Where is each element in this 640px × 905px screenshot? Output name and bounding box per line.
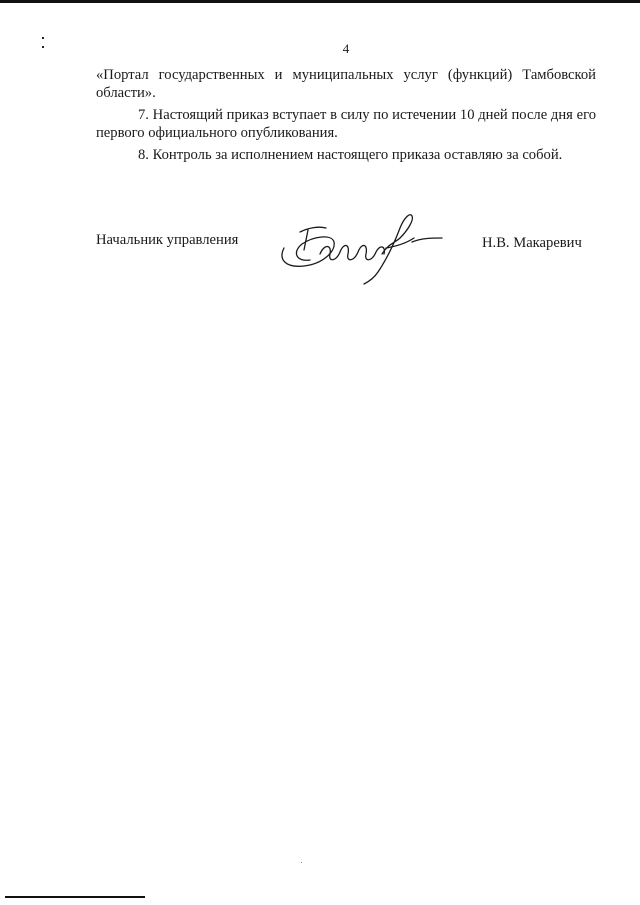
bottom-scan-border	[5, 896, 145, 898]
scan-mark	[42, 37, 44, 39]
document-body	[96, 66, 596, 168]
signature-block	[96, 226, 596, 296]
top-scan-border	[0, 0, 640, 3]
paragraph-item-7: 7. Настоящий приказ вступает в силу по истечении 10 дней после дня его первого официального опубликования.	[96, 107, 596, 141]
paragraph-continuation: «Портал государственных и муниципальных услуг (функций) Тамбовской области».	[96, 67, 596, 101]
signatory-position: Начальник управления	[96, 232, 239, 248]
handwritten-signature	[274, 208, 454, 286]
scan-mark	[301, 862, 302, 863]
signatory-name: Н.В. Макаревич	[482, 235, 582, 251]
page-number: 4	[342, 41, 350, 56]
paragraph-item-8: 8. Контроль за исполнением настоящего приказа оставляю за собой.	[138, 147, 563, 163]
